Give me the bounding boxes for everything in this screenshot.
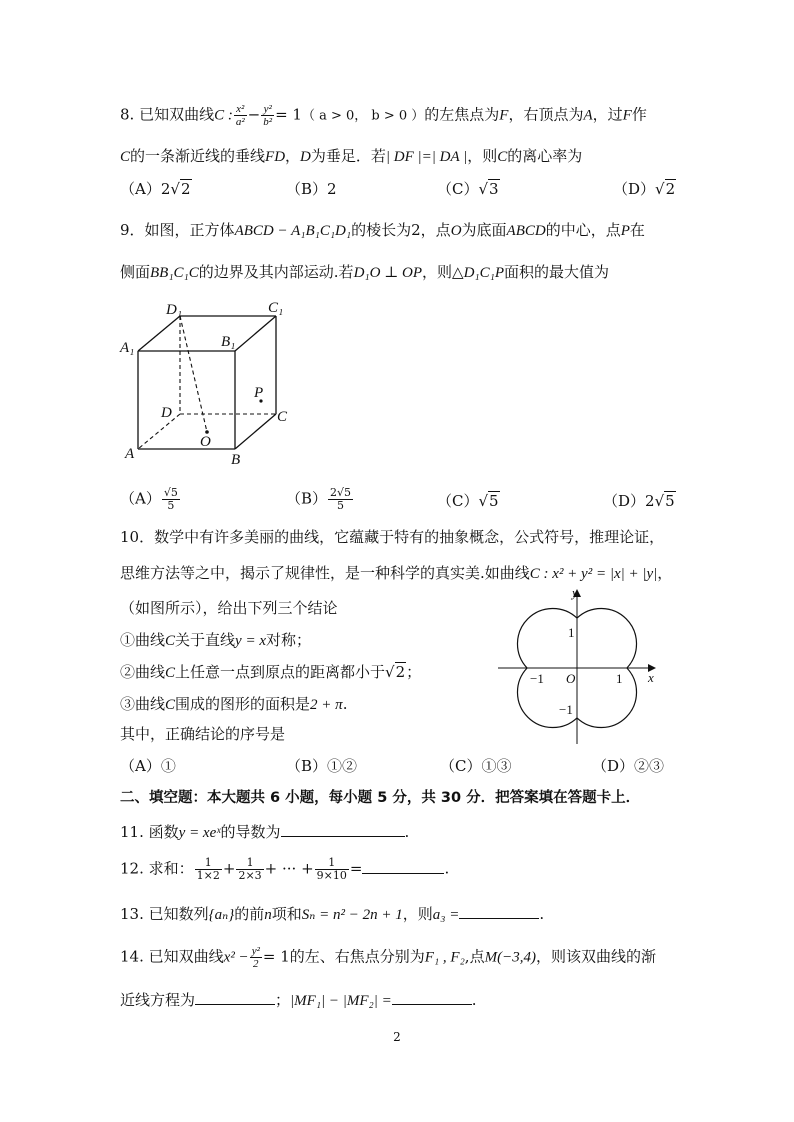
- q10-equation: C : x² + y² = |x| + |y|: [529, 566, 658, 582]
- q10-option-b: [286, 755, 357, 776]
- var-n: n: [264, 907, 272, 923]
- claim-text: 上任意一点到原点的距离都小于: [175, 663, 386, 681]
- var-triangle: D₁C₁P: [463, 265, 505, 281]
- q9-text: 的棱长为: [351, 221, 412, 239]
- q9-number: 9．: [120, 221, 145, 239]
- q14-foci: F₁ , F₂: [424, 949, 465, 966]
- radicand: 2: [395, 663, 406, 681]
- q9-line2: [120, 261, 609, 284]
- claim-text: ②曲线: [120, 663, 166, 681]
- q10-claim3: [120, 693, 347, 716]
- label-c: C: [277, 409, 288, 425]
- q8-line1: [120, 103, 647, 128]
- q8-option-a: （A）2√2: [120, 180, 191, 198]
- var-C: C: [165, 697, 176, 713]
- option-label: （C）: [437, 180, 479, 198]
- var-D: D: [300, 149, 311, 165]
- q9-cube: ABCD − A₁B₁C₁D₁: [234, 223, 352, 239]
- var-C: C: [165, 633, 176, 649]
- claim-text: 关于直线: [175, 631, 236, 649]
- q14-text: ，则该双曲线的渐: [535, 947, 656, 966]
- page-number: 2: [393, 1030, 401, 1044]
- option-radicand: 3: [489, 180, 499, 198]
- q14-eq-part: x² −: [223, 949, 249, 966]
- equals-one: = 1: [275, 105, 302, 124]
- frac-den: b²: [263, 116, 273, 128]
- q14-text: ,点: [464, 947, 485, 966]
- q10-claim1: [120, 629, 311, 652]
- var-F: F: [622, 107, 632, 124]
- frac-num: 1: [315, 857, 349, 870]
- q9-perp: D₁O ⊥ OP: [353, 265, 423, 281]
- answer-blank-asymptote[interactable]: [195, 1004, 275, 1005]
- q14-number: 14.: [120, 947, 144, 966]
- option-label: （B）: [286, 489, 328, 508]
- q12-number: 12.: [120, 859, 144, 878]
- q9-text: 的中心，点: [545, 221, 621, 239]
- q14-text: ；: [275, 991, 291, 1009]
- q14-line1: [120, 945, 656, 970]
- answer-blank-difference[interactable]: [392, 1004, 472, 1005]
- q8-option-d: （D）√2: [613, 180, 676, 198]
- q8-text: ，: [285, 147, 301, 165]
- frac-2: [236, 857, 263, 882]
- option-value: 2: [327, 180, 337, 198]
- label-c1: C₁: [268, 300, 284, 316]
- q9-text: ，点: [420, 221, 451, 239]
- option-label: （D）: [592, 757, 635, 775]
- equals-sign: =: [349, 859, 363, 878]
- frac-num: √5: [163, 486, 178, 499]
- q9-text: ，则△: [422, 263, 464, 281]
- q9-edge-length: 2: [411, 221, 421, 239]
- frac-den: a²: [235, 116, 245, 128]
- q8-text: 的离心率为: [507, 147, 583, 165]
- q9-line1: [120, 219, 645, 242]
- claim-text: 对称；: [265, 631, 311, 649]
- frac-num: y²: [261, 103, 274, 116]
- segment-d1o: [180, 316, 207, 432]
- edge-b1c1: [235, 316, 276, 351]
- q10-option-d: [592, 755, 664, 776]
- option-label: （D）: [603, 492, 646, 510]
- q9-option-a: [120, 487, 181, 512]
- option-radicand: 5: [665, 492, 675, 510]
- q8-line2: [120, 145, 582, 168]
- q9-text: 在: [629, 221, 645, 239]
- option-radicand: 2: [180, 180, 191, 198]
- frac-num: 2√5: [330, 486, 352, 499]
- option-label: （C）: [437, 492, 479, 510]
- q13-text: 项和: [271, 905, 302, 923]
- q10-option-a: [120, 755, 176, 776]
- label-o: O: [200, 434, 211, 450]
- q13-sequence: {aₙ}: [208, 907, 235, 923]
- q8-curve-name: C :: [214, 107, 233, 124]
- label-b1: B₁: [221, 334, 236, 350]
- frac-den: 5: [337, 499, 345, 512]
- q12-text: .: [444, 859, 450, 878]
- q9-option-b: [286, 487, 354, 512]
- q9-text: 如图，正方体: [144, 221, 235, 239]
- claim-text: .: [342, 695, 348, 713]
- q8-text: 已知双曲线: [139, 105, 215, 124]
- frac-den: 2: [253, 958, 259, 970]
- answer-blank[interactable]: [459, 918, 539, 919]
- cube-figure: [110, 298, 310, 470]
- claim-text: ①曲线: [120, 631, 166, 649]
- var-P: P: [620, 223, 630, 239]
- q10-text: 数学中有许多美丽的曲线，它蕴藏于特有的抽象概念，公式符号，推理论证，: [154, 528, 665, 546]
- frac-num: 1: [236, 857, 263, 870]
- tick-x-1: 1: [616, 671, 623, 686]
- label-a: A: [125, 446, 135, 462]
- var-F: F: [499, 107, 509, 124]
- q13-text: ，则: [402, 905, 433, 923]
- q13-text: 已知数列: [148, 905, 209, 923]
- edge-a1d1: [138, 316, 180, 351]
- q8-text: 为垂足．若: [310, 147, 386, 165]
- q10-text: 思维方法等之中，揭示了规律性，是一种科学的真实美.如曲线: [120, 564, 530, 582]
- q8-number: 8.: [120, 105, 135, 124]
- q11-text: .: [404, 823, 410, 841]
- q11-text: 函数: [148, 823, 179, 841]
- q8-condition: （ a > 0， b > 0 ）: [301, 108, 425, 124]
- frac-den: 9×10: [316, 869, 347, 882]
- label-x: x: [648, 670, 654, 685]
- q10-line3: [120, 597, 338, 619]
- curve-figure: [490, 582, 670, 750]
- q14-eq-part: = 1: [262, 947, 290, 966]
- q8-text: 的一条渐近线的垂线: [130, 147, 266, 165]
- q8-frac-x: [234, 103, 247, 128]
- frac-3: [315, 857, 349, 882]
- option-label: （A）: [120, 180, 161, 198]
- q13-line: [120, 903, 544, 926]
- option-label: （A）: [120, 489, 161, 508]
- q8-text: 作: [631, 105, 647, 124]
- q14-frac: [250, 945, 262, 970]
- q14-text: 近线方程为: [120, 991, 196, 1009]
- q10-claim2: ②曲线C上任意一点到原点的距离都小于√2；: [120, 663, 422, 681]
- q9-text: 侧面: [120, 263, 151, 281]
- option-value: ①: [160, 757, 176, 775]
- option-value: ①③: [481, 757, 512, 775]
- claim-text: 围成的图形的面积是: [175, 695, 311, 713]
- label-d1: D₁: [166, 302, 183, 318]
- claim-text: ；: [406, 663, 422, 681]
- tick-x-minus1: −1: [530, 671, 544, 686]
- q10-option-c: [440, 755, 512, 776]
- q14-text: 的左、右焦点分别为: [289, 947, 425, 966]
- q10-number: 10．: [120, 528, 155, 546]
- q11-text: 的导数为: [220, 823, 281, 841]
- q13-sum: Sₙ = n² − 2n + 1: [301, 907, 403, 923]
- edge-ad-hidden: [138, 414, 180, 449]
- q13-text: .: [539, 905, 545, 923]
- frac-1: [195, 857, 222, 882]
- frac-den: 2×3: [238, 869, 262, 882]
- q9-option-d: （D）2√5: [603, 492, 675, 510]
- var-ABCD: ABCD: [506, 223, 546, 239]
- q10-text: （如图所示），给出下列三个结论: [120, 599, 338, 617]
- edge-bc: [235, 414, 276, 449]
- option-value: ②③: [634, 757, 665, 775]
- q14-text: 已知双曲线: [148, 947, 224, 966]
- q8-text: ，右顶点为: [508, 105, 584, 124]
- q9-text: 面积的最大值为: [504, 263, 610, 281]
- q8-text: ，过: [592, 105, 623, 124]
- q14-difference: |MF₁| − |MF₂| =: [290, 993, 392, 1009]
- q8-text: 的左焦点为: [424, 105, 500, 124]
- label-p: P: [254, 385, 264, 401]
- q9-text: 为底面: [461, 221, 507, 239]
- section-title: 二、填空题：本大题共 6 小题，每小题 5 分，共 30 分．把答案填在答题卡上．: [120, 790, 641, 806]
- label-origin: O: [566, 671, 576, 686]
- var-C: C: [165, 665, 176, 681]
- option-frac: [162, 487, 180, 512]
- answer-blank[interactable]: [281, 836, 405, 837]
- option-label: （B）: [286, 757, 328, 775]
- q9-option-c: （C）√5: [437, 492, 499, 510]
- option-frac: [328, 487, 353, 512]
- plus-sign: +: [222, 859, 236, 878]
- q8-option-c: （C）√3: [437, 180, 499, 198]
- frac-den: 5: [167, 499, 175, 512]
- label-d: D: [161, 405, 172, 421]
- q11-line: [120, 821, 409, 844]
- label-a1: A₁: [120, 340, 135, 356]
- var-A: A: [583, 107, 593, 124]
- q14-text: .: [471, 991, 477, 1009]
- q13-text: 的前: [234, 905, 265, 923]
- q11-function: y = xeˣ: [178, 825, 221, 841]
- q13-number: 13.: [120, 905, 144, 923]
- option-label: （A）: [120, 757, 161, 775]
- option-label: （D）: [613, 180, 656, 198]
- q8-text: ，则: [467, 147, 498, 165]
- option-radicand: 2: [665, 180, 676, 198]
- claim-text: ③曲线: [120, 695, 166, 713]
- q10-text: ，: [657, 564, 673, 582]
- option-label: （C）: [440, 757, 482, 775]
- q8-option-b: [286, 178, 337, 199]
- tick-y-1: 1: [568, 625, 575, 640]
- var-a3: a₃ =: [432, 907, 460, 923]
- frac-num: 1: [195, 857, 222, 870]
- label-b: B: [231, 452, 241, 468]
- answer-blank[interactable]: [362, 873, 444, 874]
- frac-num: y²: [251, 945, 260, 957]
- option-value: ①②: [327, 757, 358, 775]
- q14-point-m: M(−3,4): [484, 949, 536, 966]
- q10-line4: [120, 723, 285, 745]
- option-coef: 2: [160, 180, 171, 198]
- minus-sign: −: [247, 105, 261, 124]
- q10-line1: [120, 526, 664, 548]
- q8-condition2: | DF |=| DA |: [385, 149, 468, 165]
- area-value: 2 + π: [310, 697, 343, 713]
- var-C: C: [497, 149, 508, 165]
- option-label: （B）: [286, 180, 328, 198]
- frac-den: 1×2: [196, 869, 220, 882]
- var-C: C: [120, 149, 131, 165]
- q11-number: 11.: [120, 823, 144, 841]
- option-coef: 2: [645, 492, 655, 510]
- option-radicand: 5: [489, 492, 499, 510]
- q12-line: [120, 857, 449, 882]
- q10-text: 其中，正确结论的序号是: [120, 725, 286, 743]
- frac-num: x²: [234, 103, 247, 116]
- line-eq: y = x: [235, 633, 266, 649]
- var-FD: FD: [265, 149, 286, 165]
- label-y: y: [572, 585, 578, 600]
- plus-sign: + ··· +: [264, 859, 314, 878]
- var-O: O: [450, 223, 462, 239]
- var-face: BB₁C₁C: [150, 265, 199, 281]
- tick-y-minus1: −1: [559, 702, 573, 717]
- q12-text: 求和：: [148, 859, 194, 878]
- q8-frac-y: [261, 103, 274, 128]
- q14-line2: [120, 989, 477, 1012]
- q9-text: 的边界及其内部运动.若: [198, 263, 354, 281]
